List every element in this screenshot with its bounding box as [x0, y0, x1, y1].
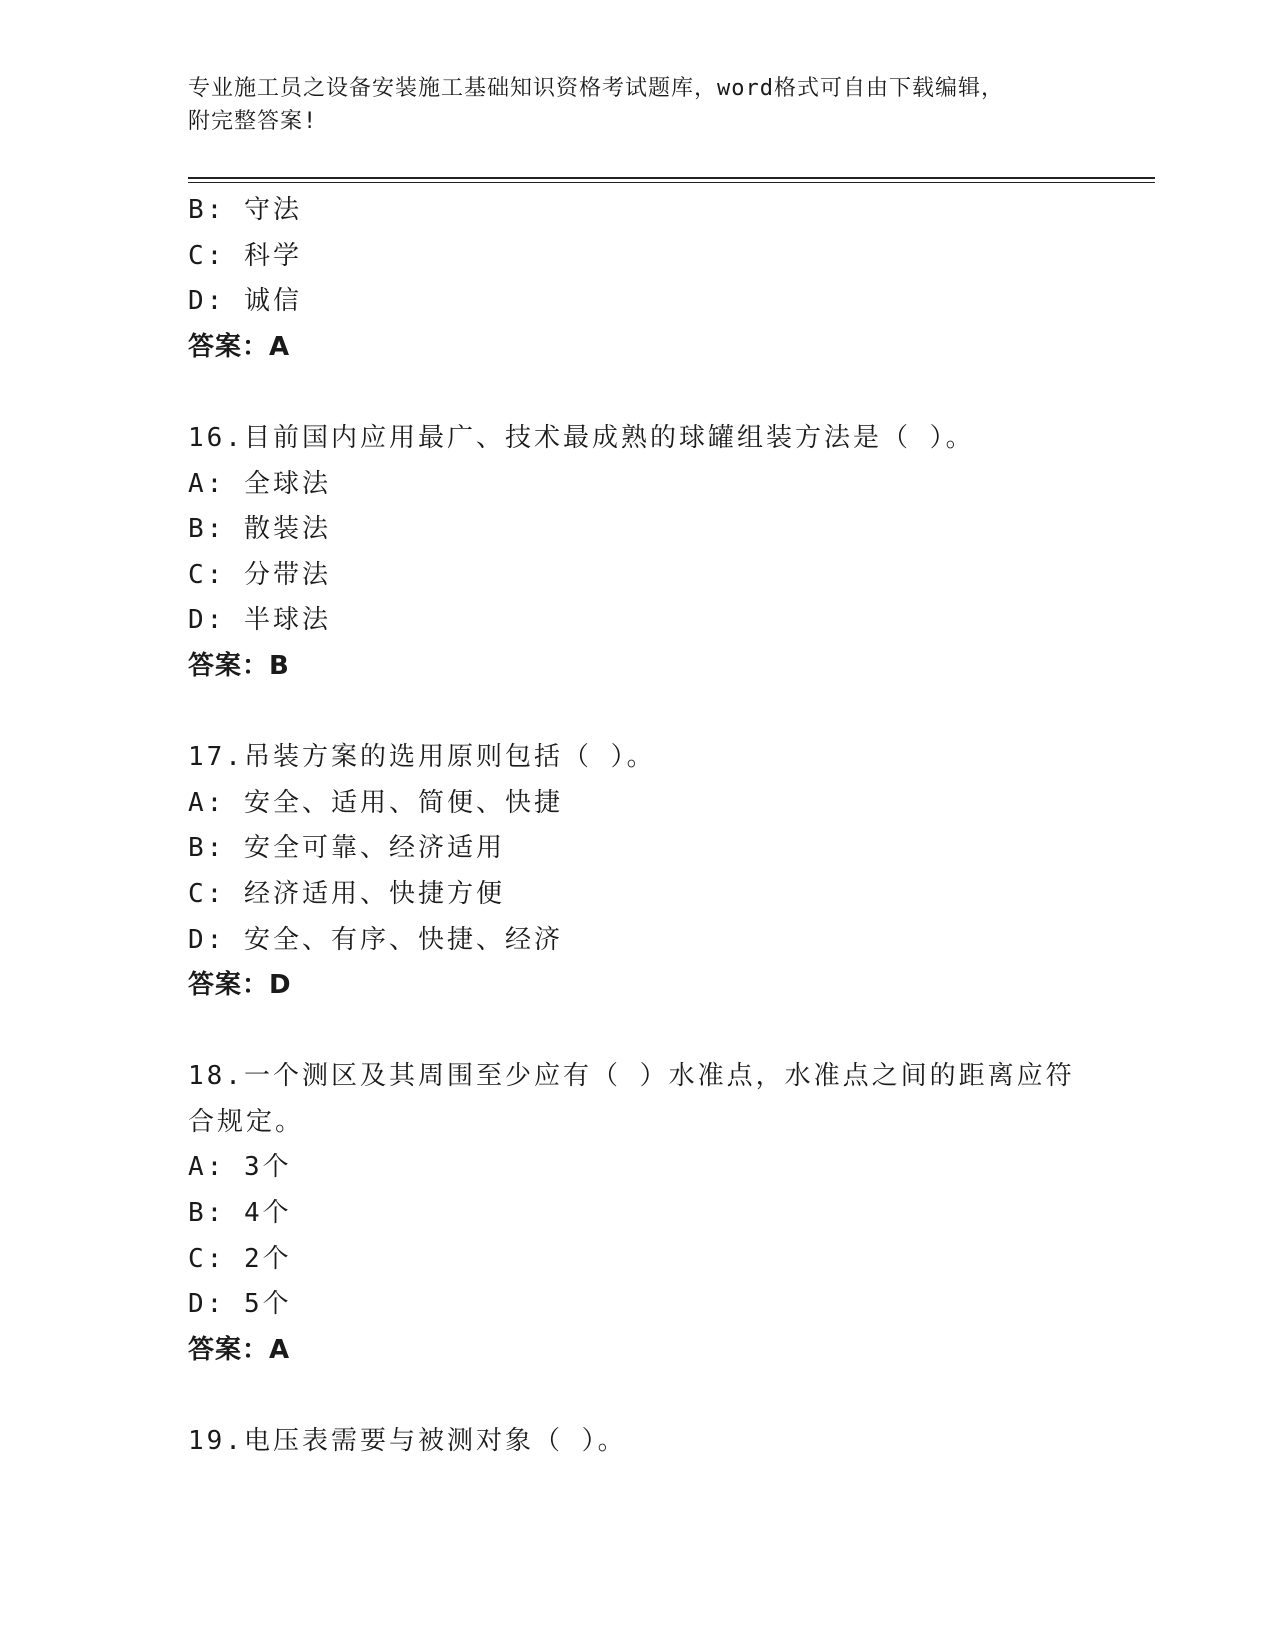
question-18 [188, 1054, 1128, 1373]
question-17 [188, 735, 1128, 1009]
question-19 [188, 1419, 1128, 1465]
question-16 [188, 416, 1128, 690]
option-a: A: 安全、适用、简便、快捷 [188, 787, 563, 818]
option-a: A: 全球法 [188, 468, 331, 499]
question-text: 16.目前国内应用最广、技术最成熟的球罐组装方法是（ ）。 [188, 422, 975, 453]
question-text-line-2: 合规定。 [188, 1106, 305, 1137]
option-c: C: 经济适用、快捷方便 [188, 878, 505, 909]
answer-line: 答案：D [188, 970, 292, 1001]
question-15-tail [188, 188, 1128, 370]
header-line-2: 附完整答案! [188, 109, 318, 134]
question-text: 17.吊装方案的选用原则包括（ ）。 [188, 742, 656, 773]
option-b: B: 4个 [188, 1198, 292, 1229]
spacer [188, 690, 1128, 736]
spacer [188, 370, 1128, 416]
question-text-line-1: 18.一个测区及其周围至少应有（ ）水准点，水准点之间的距离应符 [188, 1061, 1075, 1092]
option-c: C: 科学 [188, 240, 302, 271]
option-b: B: 散装法 [188, 514, 331, 545]
option-b: B: 守法 [188, 195, 302, 225]
spacer [188, 1373, 1128, 1419]
option-d: D: 安全、有序、快捷、经济 [188, 924, 563, 955]
header-rule-thin [188, 182, 1155, 183]
answer-line: 答案：A [188, 331, 291, 362]
option-d: D: 诚信 [188, 286, 302, 317]
header-line-1: 专业施工员之设备安装施工基础知识资格考试题库，word格式可自由下载编辑， [188, 76, 1004, 101]
document-header [188, 72, 1068, 138]
option-b: B: 安全可靠、经济适用 [188, 833, 505, 864]
question-list [188, 188, 1128, 1465]
spacer [188, 1009, 1128, 1055]
question-text: 19.电压表需要与被测对象（ ）。 [188, 1426, 627, 1457]
option-c: C: 2个 [188, 1243, 292, 1274]
option-a: A: 3个 [188, 1152, 292, 1183]
option-d: D: 5个 [188, 1289, 292, 1320]
answer-line: 答案：B [188, 650, 290, 681]
option-c: C: 分带法 [188, 559, 331, 590]
option-d: D: 半球法 [188, 605, 331, 636]
header-rule-thick [188, 177, 1155, 179]
answer-line: 答案：A [188, 1334, 291, 1365]
